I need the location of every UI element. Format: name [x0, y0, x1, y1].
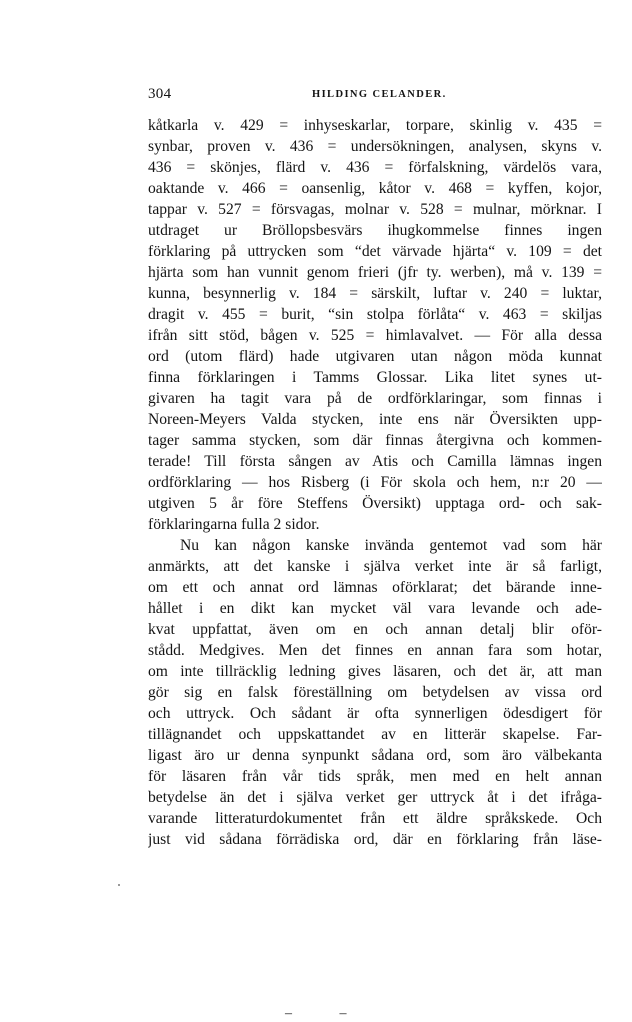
- text-line: dragit v. 455 = burit, “sin stolpa förlåta“ v. 463 = skiljas: [148, 306, 602, 323]
- text-line: gör sig en falsk föreställning om betydelsen av vissa ord: [148, 684, 602, 701]
- text-line: stådd. Medgives. Men det finnes en annan fara som hotar,: [148, 642, 602, 659]
- text-line: just vid sådana förrädiska ord, där en förklaring från läse-: [148, 831, 602, 848]
- text-line: ord (utom flärd) hade utgivaren utan någon möda kunnat: [148, 348, 602, 365]
- running-title: HILDING CELANDER.: [312, 89, 447, 100]
- text-line: Noreen-Meyers Valda stycken, inte ens när Översikten upp-: [148, 411, 602, 428]
- text-line: tager samma stycken, som där finnas återgivna och kommen-: [148, 432, 602, 449]
- text-line: ligast äro ur denna synpunkt sådana ord, som äro välbekanta: [148, 747, 602, 764]
- text-line: hjärta som han vunnit genom frieri (jfr ty. werben), må v. 139 =: [148, 264, 602, 281]
- text-line: och uttryck. Och sådant är ofta synnerligen ödesdigert för: [148, 705, 602, 722]
- text-line: varande litteraturdokumentet från ett äldre språkskede. Och: [148, 810, 602, 827]
- stray-mark: [118, 884, 120, 886]
- text-line: terade! Till första sången av Atis och Camilla lämnas ingen: [148, 453, 602, 470]
- text-line: för läsaren från vår tids språk, men med en helt annan: [148, 768, 602, 785]
- text-line: förklaring på uttrycken som “det värvade hjärta“ v. 109 = det: [148, 243, 602, 260]
- paragraph-2: [148, 535, 602, 850]
- page-number: 304: [148, 86, 172, 102]
- text-line: om inte tillräcklig ledning gives läsaren, och det är, att man: [148, 663, 602, 680]
- text-line: Nu kan någon kanske invända gentemot vad som här: [180, 537, 602, 554]
- text-line: ordförklaring — hos Risberg (i För skola och hem, n:r 20 —: [148, 474, 602, 491]
- text-body: [148, 115, 602, 850]
- text-line: kvat uppfattat, även om en och annan detalj blir oför-: [148, 621, 602, 638]
- text-line: 436 = skönjes, flärd v. 436 = förfalskning, värdelös vara,: [148, 159, 602, 176]
- text-line: utgiven 5 år före Steffens Översikt) upptaga ord- och sak-: [148, 495, 602, 512]
- text-line: tappar v. 527 = försvagas, molnar v. 528 = mulnar, mörknar. I: [148, 201, 602, 218]
- paragraph-1: [148, 115, 602, 535]
- footer-mark: – –: [285, 1006, 369, 1021]
- text-line: kåtkarla v. 429 = inhyseskarlar, torpare, skinlig v. 435 =: [148, 117, 602, 134]
- text-line: betydelse än det i själva verket ger uttryck åt i det ifråga-: [148, 789, 602, 806]
- text-line: om ett och annat ord lämnas oförklarat; det bärande inne-: [148, 579, 602, 596]
- text-line: givaren ha tagit vara på de ordförklaringar, som finnas i: [148, 390, 602, 407]
- text-line: synbar, proven v. 436 = undersökningen, analysen, skyns v.: [148, 138, 602, 155]
- text-line: anmärkts, att det kanske i själva verket inte är så farligt,: [148, 558, 602, 575]
- text-line: ifrån sitt stöd, bågen v. 525 = himlavalvet. — För alla dessa: [148, 327, 602, 344]
- text-line: utdraget ur Bröllopsbesvärs ihugkommelse finnes ingen: [148, 222, 602, 239]
- text-line: kunna, besynnerlig v. 184 = särskilt, luftar v. 240 = luktar,: [148, 285, 602, 302]
- text-line: finna förklaringen i Tamms Glossar. Lika litet synes ut-: [148, 369, 602, 386]
- text-line: förklaringarna fulla 2 sidor.: [148, 516, 320, 533]
- text-line: hållet i en dikt kan mycket väl vara levande och ade-: [148, 600, 602, 617]
- text-line: oaktande v. 466 = oansenlig, kåtor v. 468 = kyffen, kojor,: [148, 180, 602, 197]
- text-line: tillägnandet och uppskattandet av en litterär skapelse. Far-: [148, 726, 602, 743]
